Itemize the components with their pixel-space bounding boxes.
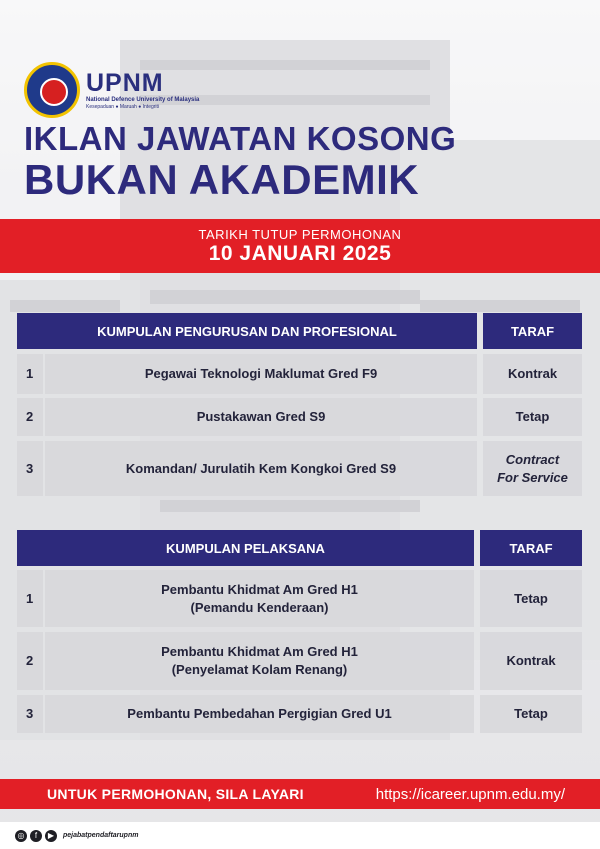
apply-cta: UNTUK PERMOHONAN, SILA LAYARI: [47, 786, 304, 802]
instagram-icon[interactable]: ◎: [15, 830, 27, 842]
table-row-status: Tetap: [483, 398, 582, 436]
table-row-status: Tetap: [480, 695, 582, 733]
logo-subtitle: National Defence University of Malaysia: [86, 96, 200, 103]
facebook-icon[interactable]: f: [30, 830, 42, 842]
social-handle: pejabatpendaftarupnm: [63, 832, 139, 839]
table-row-number: 1: [17, 354, 43, 394]
table-row-status: Kontrak: [483, 354, 582, 394]
table-row-status: [483, 441, 582, 496]
status-line1: Contract: [505, 451, 560, 467]
table-row-position: Pustakawan Gred S9: [45, 398, 477, 436]
deadline-date: 10 JANUARI 2025: [208, 242, 392, 265]
table-row-number: 2: [17, 632, 43, 690]
position-line2: (Penyelamat Kolam Renang): [171, 662, 348, 677]
group2-header: KUMPULAN PELAKSANA: [17, 530, 474, 566]
footer-banner: [0, 779, 600, 809]
table-row-position: [45, 570, 474, 627]
social-bar: [0, 822, 600, 849]
deadline-label: TARIKH TUTUP PERMOHONAN: [198, 227, 402, 242]
position-line2: (Pemandu Kenderaan): [190, 599, 329, 615]
headline-line1: IKLAN JAWATAN KOSONG: [24, 120, 457, 157]
table-row-number: 2: [17, 398, 43, 436]
table-row-status: Tetap: [480, 570, 582, 627]
group2-status-header: TARAF: [480, 530, 582, 566]
table-row-status: Kontrak: [480, 632, 582, 690]
table-row-position: Komandan/ Jurulatih Kem Kongkoi Gred S9: [45, 441, 477, 496]
group1-status-header: TARAF: [483, 313, 582, 349]
career-url-link[interactable]: https://icareer.upnm.edu.my/: [375, 785, 565, 803]
table-row-number: 3: [17, 695, 43, 733]
deadline-banner: [0, 219, 600, 273]
table-row-number: 3: [17, 441, 43, 496]
logo-name: UPNM: [86, 68, 164, 97]
position-line1: Pembantu Khidmat Am Gred H1: [161, 581, 358, 597]
table-row-position: Pegawai Teknologi Maklumat Gred F9: [45, 354, 477, 394]
status-line2: For Service: [497, 469, 568, 485]
position-line1: Pembantu Khidmat Am Gred H1: [161, 644, 358, 659]
table-row-position: [45, 632, 474, 690]
upnm-logo: [24, 62, 199, 118]
university-seal-icon: [24, 62, 80, 118]
group1-header: KUMPULAN PENGURUSAN DAN PROFESIONAL: [17, 313, 477, 349]
table-row-number: 1: [17, 570, 43, 627]
headline-line2: BUKAN AKADEMIK: [24, 156, 420, 203]
youtube-icon[interactable]: ▶: [45, 830, 57, 842]
logo-motto: Kesepaduan ● Maruah ● Integriti: [86, 103, 160, 110]
table-row-position: Pembantu Pembedahan Pergigian Gred U1: [45, 695, 474, 733]
